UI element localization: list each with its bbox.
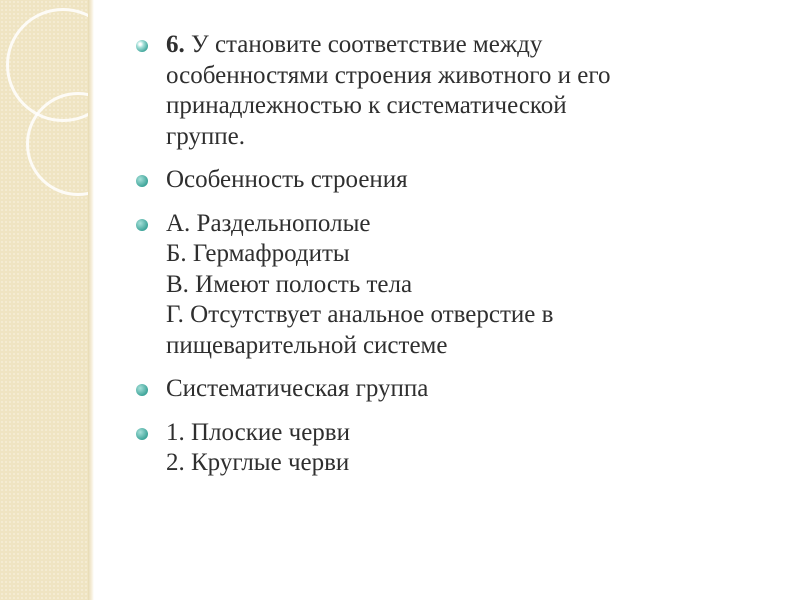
- sidebar-edge: [88, 0, 94, 600]
- question-line: группе.: [166, 122, 246, 150]
- slide-content: [136, 30, 776, 492]
- group-heading: Систематическая группа: [166, 375, 429, 402]
- structure-option: Г. Отсутствует анальное отверстие в: [166, 301, 554, 328]
- group-heading-item: [136, 374, 776, 405]
- decorative-sidebar: [0, 0, 88, 600]
- question-item: [136, 30, 776, 152]
- bullet-icon: [136, 428, 148, 440]
- bullet-icon: [136, 40, 148, 52]
- structure-option: пищеварительной системе: [166, 331, 448, 359]
- question-line: особенностями строения животного и его: [166, 61, 611, 89]
- group-option: 1. Плоские черви: [166, 418, 350, 446]
- structure-option: В. Имеют полость тела: [166, 270, 413, 298]
- structure-heading-item: [136, 165, 776, 196]
- group-option: 2. Круглые черви: [166, 449, 350, 476]
- structure-option: А. Раздельнополые: [166, 209, 371, 237]
- bullet-icon: [136, 384, 148, 396]
- structure-option: Б. Гермафродиты: [166, 240, 350, 267]
- structure-options-item: [136, 209, 776, 362]
- question-line: принадлежностью к систематической: [166, 92, 567, 119]
- bullet-icon: [136, 175, 148, 187]
- question-line: 6. У становите соответствие между: [166, 31, 543, 58]
- bullet-icon: [136, 219, 148, 231]
- question-number: 6.: [166, 31, 185, 58]
- group-options-item: [136, 418, 776, 479]
- structure-heading: Особенность строения: [166, 166, 408, 193]
